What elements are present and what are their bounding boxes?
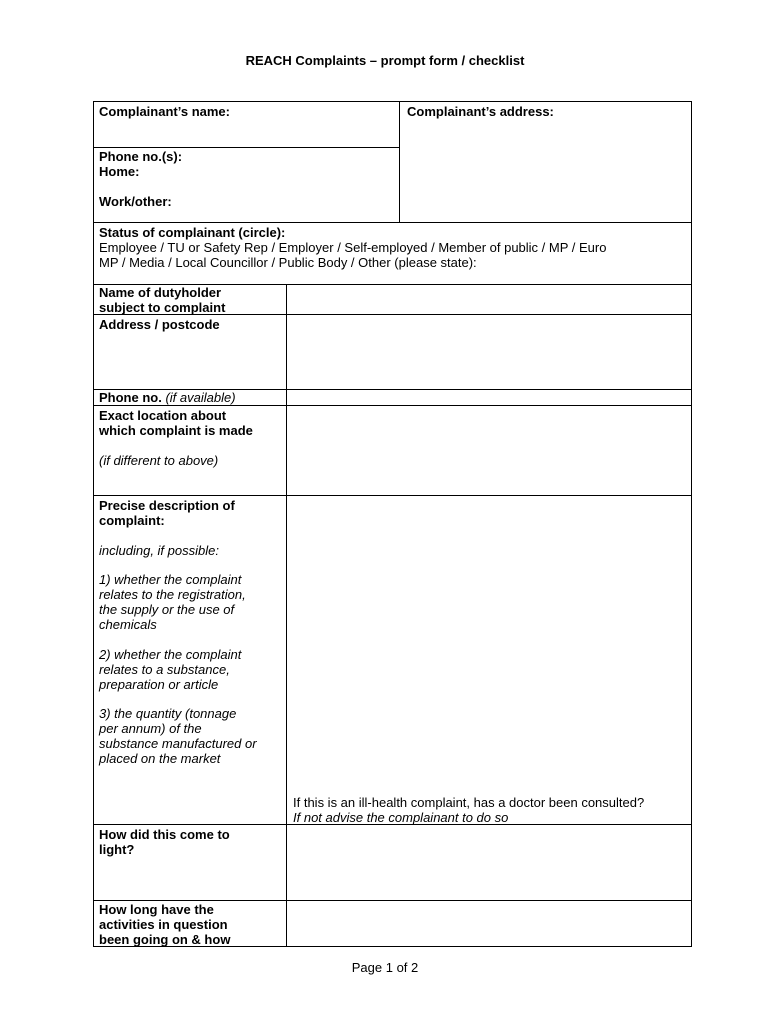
how-long-line3: been going on & how: [99, 932, 231, 947]
address-postcode-field[interactable]: [288, 316, 690, 388]
status-options-line1[interactable]: Employee / TU or Safety Rep / Employer / Self-employed / Member of public / MP / Euro: [99, 240, 607, 255]
address-postcode-label: Address / postcode: [99, 317, 220, 332]
description-label-line1: Precise description of: [99, 498, 235, 513]
come-to-light-line2: light?: [99, 842, 135, 857]
phone-label-text: Phone no.: [99, 390, 162, 405]
desc-item3-line3: substance manufactured or: [99, 736, 257, 751]
ill-health-question: If this is an ill-health complaint, has a doctor been consulted?: [293, 795, 645, 810]
page-title: REACH Complaints – prompt form / checklist: [245, 53, 525, 68]
dutyholder-label-line2: subject to complaint: [99, 300, 226, 315]
ill-health-advice: If not advise the complainant to do so: [293, 810, 509, 825]
location-note: (if different to above): [99, 453, 219, 468]
row-divider: [93, 495, 692, 496]
desc-item3-line4: placed on the market: [99, 751, 221, 766]
dutyholder-phone-label: [99, 390, 236, 405]
phone-numbers-label: Phone no.(s):: [99, 149, 183, 164]
desc-item3-line1: 3) the quantity (tonnage: [99, 706, 237, 721]
dutyholder-label-line1: Name of dutyholder: [99, 285, 222, 300]
desc-item2-line2: relates to a substance,: [99, 662, 230, 677]
work-phone-label: Work/other:: [99, 194, 172, 209]
dutyholder-name-field[interactable]: [288, 285, 690, 313]
description-label-line2: complaint:: [99, 513, 165, 528]
come-to-light-field[interactable]: [288, 826, 690, 899]
column-divider: [286, 284, 287, 947]
desc-item1-line4: chemicals: [99, 617, 157, 632]
home-phone-label: Home:: [99, 164, 140, 179]
how-long-field[interactable]: [288, 902, 690, 945]
how-long-line2: activities in question: [99, 917, 228, 932]
exact-location-field[interactable]: [288, 406, 690, 494]
phone-note-text: (if available): [165, 390, 236, 405]
location-label-line1: Exact location about: [99, 408, 227, 423]
desc-item2-line1: 2) whether the complaint: [99, 647, 242, 662]
complainant-name-field[interactable]: [94, 120, 398, 146]
divider: [399, 101, 400, 223]
complaint-description-field[interactable]: [288, 497, 690, 791]
desc-item1-line2: relates to the registration,: [99, 587, 246, 602]
how-long-line1: How long have the: [99, 902, 214, 917]
status-label: Status of complainant (circle):: [99, 225, 286, 240]
desc-item1-line1: 1) whether the complaint: [99, 572, 242, 587]
location-label-line2: which complaint is made: [99, 423, 253, 438]
desc-item1-line3: the supply or the use of: [99, 602, 235, 617]
status-options-line2[interactable]: MP / Media / Local Councillor / Public Body / Other (please state):: [99, 255, 477, 270]
description-including: including, if possible:: [99, 543, 219, 558]
complainant-name-label: Complainant’s name:: [99, 104, 230, 119]
divider: [93, 222, 692, 223]
complainant-address-label: Complainant’s address:: [407, 104, 554, 119]
page-number: Page 1 of 2: [351, 960, 419, 975]
come-to-light-line1: How did this come to: [99, 827, 230, 842]
desc-item2-line3: preparation or article: [99, 677, 219, 692]
row-divider: [93, 900, 692, 901]
divider: [93, 147, 399, 148]
desc-item3-line2: per annum) of the: [99, 721, 202, 736]
dutyholder-phone-field[interactable]: [288, 390, 690, 404]
complainant-address-field[interactable]: [401, 120, 690, 221]
